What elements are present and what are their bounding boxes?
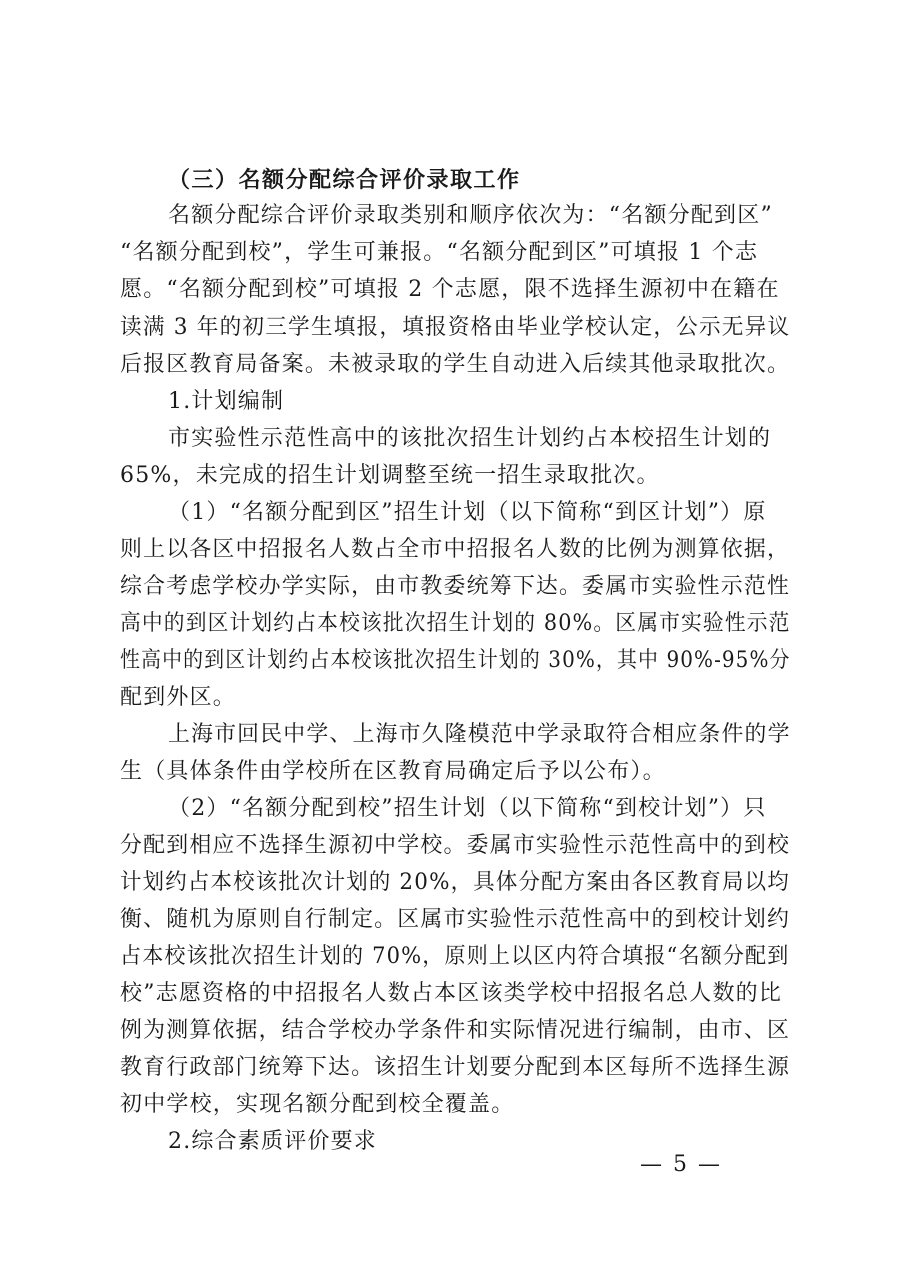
section-heading: （三）名额分配综合评价录取工作 [168, 168, 521, 193]
paragraph1-line4: 读满 3 年的初三学生填报，填报资格由毕业学校认定，公示无异议 [120, 315, 791, 340]
paragraph3-line3: 综合考虑学校办学实际，由市教委统筹下达。委属市实验性示范性 [120, 574, 791, 599]
page-number: — 5 — [640, 1152, 722, 1177]
paragraph4-line2: 生（具体条件由学校所在区教育局确定后予以公布）。 [120, 759, 666, 784]
paragraph5-line5: 占本校该批次招生计划的 70%，原则上以区内符合填报“名额分配到 [120, 944, 790, 969]
paragraph1-line2: “名额分配到校”，学生可兼报。“名额分配到区”可填报 1 个志 [120, 240, 759, 265]
paragraph2-line1: 市实验性示范性高中的该批次招生计划约占本校招生计划的 [168, 426, 772, 451]
paragraph5-line7: 例为测算依据，结合学校办学条件和实际情况进行编制，由市、区 [120, 1018, 791, 1043]
paragraph5-line6: 校”志愿资格的中招报名人数占本区该类学校中招报名总人数的比 [120, 981, 783, 1006]
sub-heading-plan: 1.计划编制 [168, 389, 285, 414]
paragraph5-line8: 教育行政部门统筹下达。该招生计划要分配到本区每所不选择生源 [120, 1055, 791, 1080]
paragraph5-line9: 初中学校，实现名额分配到校全覆盖。 [120, 1092, 515, 1117]
paragraph3-line6: 配到外区。 [120, 685, 237, 710]
sub-heading-evaluation: 2.综合素质评价要求 [168, 1129, 377, 1154]
paragraph3-line4: 高中的到区计划约占本校该批次招生计划的 80%。区属市实验性示范 [120, 611, 791, 636]
paragraph2-line2: 65%，未完成的招生计划调整至统一招生录取批次。 [120, 463, 660, 488]
paragraph5-line3: 计划约占本校该批次计划的 20%，具体分配方案由各区教育局以均 [120, 870, 790, 895]
paragraph1-line3: 愿。“名额分配到校”可填报 2 个志愿，限不选择生源初中在籍在 [120, 277, 780, 302]
paragraph3-line2: 则上以各区中招报名人数占全市中招报名人数的比例为测算依据， [120, 537, 791, 562]
paragraph3-line1: （1）“名额分配到区”招生计划（以下简称“到区计划”）原 [168, 500, 767, 525]
paragraph5-line4: 衡、随机为原则自行制定。区属市实验性示范性高中的到校计划约 [120, 907, 791, 932]
paragraph1-line5: 后报区教育局备案。未被录取的学生自动进入后续其他录取批次。 [120, 352, 791, 377]
paragraph1-line1: 名额分配综合评价录取类别和顺序依次为：“名额分配到区” [168, 203, 773, 228]
paragraph4-line1: 上海市回民中学、上海市久隆模范中学录取符合相应条件的学 [168, 722, 791, 747]
paragraph3-line5: 性高中的到区计划约占本校该批次招生计划的 30%，其中 90%-95%分 [120, 648, 791, 673]
paragraph5-line2: 分配到相应不选择生源初中学校。委属市实验性示范性高中的到校 [120, 833, 791, 858]
paragraph5-line1: （2）“名额分配到校”招生计划（以下简称“到校计划”）只 [168, 796, 767, 821]
